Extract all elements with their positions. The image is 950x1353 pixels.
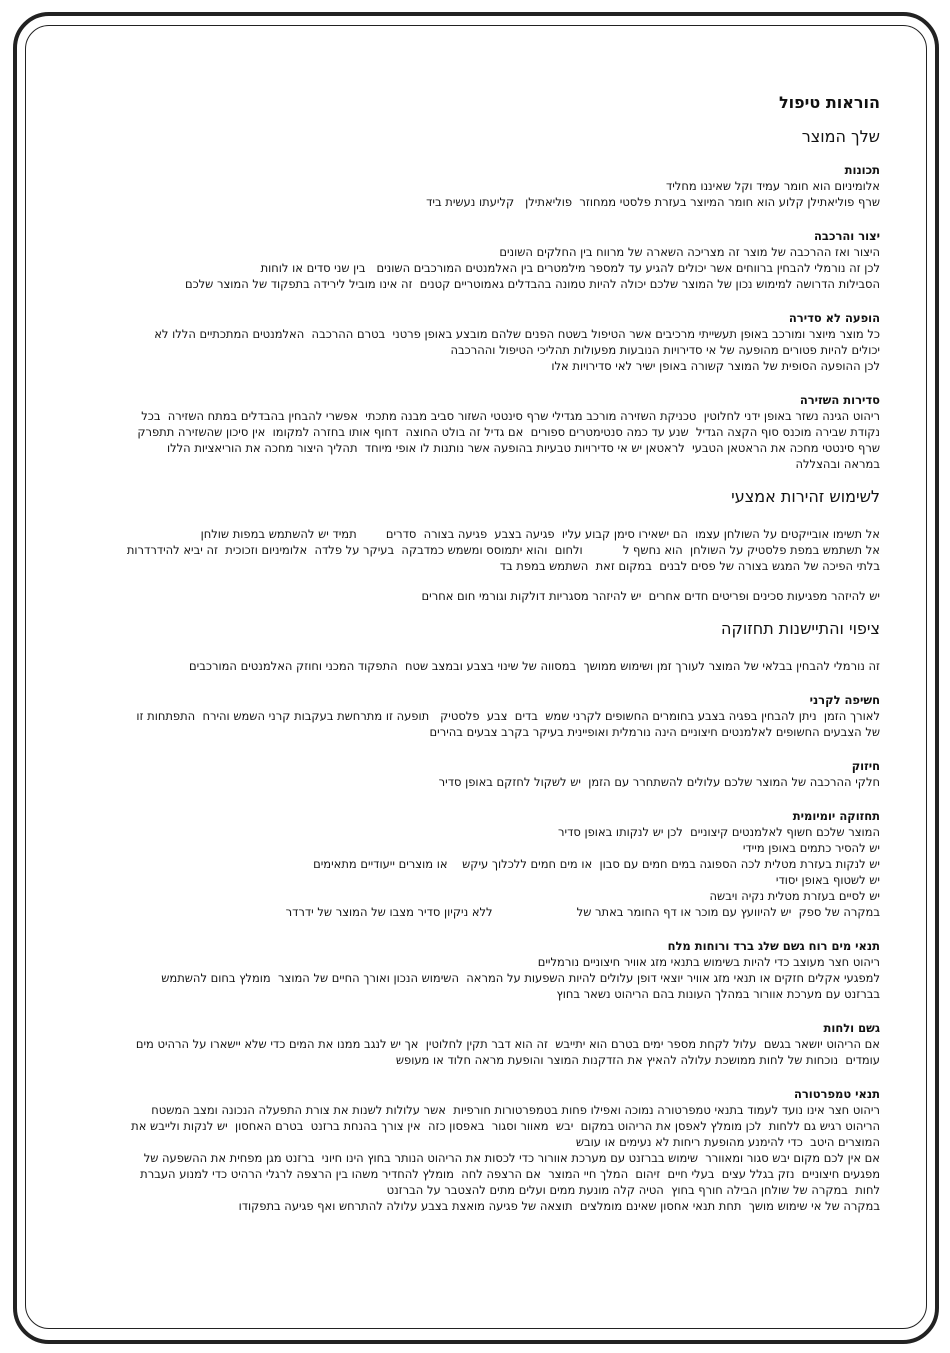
temperature-line: מפגעים חיצוניים נזק בגלל עצים בעלי חיים זיהום המלך חיי המוצר אם הרצפה לחה מומלץ להחדיר משהו בין הרצפה לרגלי הרהיט כדי למנוע העברת: [140, 1167, 880, 1181]
section-heading-aging: ציפוי והתיישנות תחזוקה: [721, 619, 880, 638]
section-heading-product: שלך המוצר: [801, 127, 880, 146]
subheading-nonuniform: הופעה לא סדירה: [788, 311, 880, 325]
nonuniform-line: כל מוצר מיוצר ומורכב באופן תעשייתי מרכיבים אשר הטיפול בשטח הפנים שלהם מובצע באופן פרטני בטרם ההרכבה האלמנטים המתכתיים הללו לא: [154, 327, 880, 341]
temperature-line: המוצרים היטב כדי להימנע מהופעת ריחות לא נעימים או עובש: [575, 1135, 880, 1149]
daily-line: יש להסיר כתמים באופן מיידי: [742, 841, 880, 855]
nonuniform-line: יכולים להיות פטורים מהופעה של אי סדירויות הנובעות מפעולות תהליכי הטיפול וההרכבה: [450, 343, 880, 357]
subheading-weather: תנאי מים רוח גשם שלג ברד ורוחות מלח: [667, 939, 880, 953]
daily-line: במקרה של ספק יש להיוועץ עם מוכר או דף החומר באתר של ללא ניקיון סדיר מצבו של המוצר של ידרדר: [285, 905, 880, 919]
safety-line: בלתי הפיכה של המגש בצורה של פסים לבנים במקום זאת השתמש במפת בד: [499, 559, 880, 573]
uv-line: של הצבעים החשופים לאלמנטים חיצוניים הינה נורמלית ואופיינית בעיקר בקרב צבעים בהירים: [429, 725, 880, 739]
weave-line: שרף סינטטי מחכה את הראטאן הטבעי לראטאן יש אי סדירויות טבעיות בהופעה אשר נותנות לו אופי מיוחד תהליך היצור מחכה את הוריאציות הללו: [166, 441, 880, 455]
manufacture-line: לכן זה נורמלי להבחין ברווחים אשר יכולים להגיע עד למספר מילמטרים בין האלמנטים המורכבים השונים בין שני סדים או לוחות: [260, 261, 880, 275]
safety-extra-line: יש להיזהר מפגיעות סכינים ופריטים חדים אחרים יש להיזהר מסגריות דולקות וגורמי חום אחרים: [421, 589, 880, 603]
care-instructions-document: [68, 92, 880, 1214]
rain-line: עומדים נוכחות של לחות ממושכת עלולה להאיץ את הזדקנות המוצר והופעת מראה חלוד או מעופש: [395, 1053, 880, 1067]
temperature-line: הריהוט רגיש גם ללחות לכן מומלץ לאפסן את הריהוט במקום יבש מאוור וסגור באפסון כזה אין צורך בהנחת ברזנט בטרם האחסון יש לנקות ולייבש את: [131, 1119, 880, 1133]
weave-line: נקודת שבירה מוכנס סוף הקצה הגדיל שנע עד כמה סנטימטרים ספורים אם גדיל זה בולט החוצה דחוף אותו בחזרה למקומו אין סיכון שהשזירה תתפרק: [137, 425, 880, 439]
subheading-manufacture: יצור והרכבה: [814, 229, 880, 243]
weather-line: למפגעי אקלים חזקים או תנאי מזג אוויר יוצאי דופן עלולים להיות השפעות על המראה השימוש הנכון ואורך החיים של המוצר מומלץ בחום להשתמש: [161, 971, 880, 985]
nonuniform-line: לכן ההופעה הסופית של המוצר קשורה באופן ישיר לאי סדירויות אלו: [551, 359, 880, 373]
daily-line: המוצר שלכם חשוף לאלמנטים קיצוניים לכן יש לנקותו באופן סדיר: [558, 825, 880, 839]
temperature-line: במקרה של אי שימוש מושך תחת תנאי אחסון שאינם מומלצים תוצאה של פגיעה מואצת בצבע עלולה להתרחש ואף פגיעה בתפקודו: [238, 1199, 880, 1213]
safety-line: אל תשתמש במפת פלסטיק על השולחן הוא נחשף ל ולחום והוא יתמוסס ומשמש כמדבקה בעיקר על פלדה אלומיניום וזכוכית זה יביא להידרדרות: [126, 543, 880, 557]
features-line: אלומיניום הוא חומר עמיד וקל שאיננו מחליד: [665, 179, 880, 193]
rain-line: אם הריהוט יושאר בגשם עלול לקחת מספר ימים בטרם הוא יתייבש זה הוא דבר תקין לחלוטין אך יש לנגב ממנו את המים כדי שלא יישארו על הרהיט מים: [135, 1037, 880, 1051]
uv-line: לאורך הזמן ניתן להבחין בפגיה בצבע בחומרים החשופים לקרני שמש בדים צבע פלסטיק תופעה זו מתרחשת בעקבות קרני השמש והירח התפתחות זו: [136, 709, 880, 723]
aging-intro-line: זה נורמלי להבחין בבלאי של המוצר לעורך זמן ושימוש ממושך במסווה של שינוי בצבע ובמצב שטח התפקוד המכני וחוזק האלמנטים המורכבים: [189, 659, 880, 673]
daily-line: יש לנקות בעזרת מטלית לכה הספוגה במים חמים עם סבון או מים חמים ללכלוך עיקש או מוצרים ייעודיים מתאימים: [313, 857, 880, 871]
reinforce-line: חלקי ההרכבה של המוצר שלכם עלולים להשתחרר עם הזמן יש לשקול לחזקם באופן סדיר: [438, 775, 880, 789]
temperature-line: אם אין לכם מקום יבש סגור ומאוורר שימוש בברזנט עם מערכת אוורור כדי לכסות את הריהוט הנותר בחוץ הינו חיוני ברזנט מגן מפחית את ההשפעה של: [143, 1151, 880, 1165]
manufacture-line: היצור ואז ההרכבה של מוצר זה מצריכה השארה של מרווח בין החלקים השונים: [499, 245, 880, 259]
daily-line: יש לסיים בעזרת מטלית נקיה ויבשה: [709, 889, 880, 903]
document-title: הוראות טיפול: [778, 93, 880, 112]
subheading-daily: תחזוקה יומיומית: [792, 809, 880, 823]
weather-line: ריהוט חצר מעוצב כדי להיות בשימוש בתנאי מזג אוויר חיצוניים נורמליים: [537, 955, 880, 969]
subheading-features: תכונות: [844, 163, 880, 177]
weave-line: במראה ובהצללה: [795, 457, 880, 471]
subheading-rain: גשם ולחות: [823, 1021, 880, 1035]
safety-line: אל תשימו אובייקטים על השולחן עצמו הם ישאירו סימן קבוע עליו פגיעה בצבע פגיעה בצורה סדרים תמיד יש להשתמש במפות שולחן: [200, 527, 880, 541]
subheading-reinforce: חיזוק: [851, 759, 880, 773]
weather-line: בברזנט עם מערכת אוורור במהלך העונות בהם הריהוט נשאר בחוץ: [556, 987, 880, 1001]
subheading-weave: סדירות השזירה: [799, 393, 880, 407]
weave-line: ריהוט הגינה נשזר באופן ידני לחלוטין טכניקת השזירה מורכב מגדילי שרף סינטטי השזור סביב מבנה מתכתי אפשרי להבחין בהבדלים במתח השזירה בכל: [141, 409, 880, 423]
manufacture-line: הסבילות הדרושה למימוש נכון של המוצר שלכם יכולה להיות טמונה בהבדלים גאמוטריים קטנים זה אינו מוביל לירידה בתפקוד של המוצר שלכם: [184, 277, 880, 291]
temperature-line: לחות במקרה של שולחן הבילה חורף בחוץ הטיה קלה מונעת ממים ועלים מתים להצטבר על הברזנט: [386, 1183, 880, 1197]
subheading-temperature: תנאי טמפרטורה: [793, 1087, 880, 1101]
features-line: שרף פוליאתילן קלוע הוא חומר המיוצר בעזרת פלסטי ממחוזר פוליאתילן קליעתו נעשית ביד: [426, 195, 880, 209]
section-heading-safety: לשימוש זהירות אמצעי: [731, 487, 880, 506]
temperature-line: ריהוט חצר אינו נועד לעמוד בתנאי טמפרטורה נמוכה ואפילו פחות בטמפרטורות חורפיות אשר עלולות לשנות את צורת התפעלה הנכונה ומצב המשטח: [151, 1103, 880, 1117]
daily-line: יש לשטוף באופן יסודי: [775, 873, 880, 887]
subheading-uv: חשיפה לקרני: [809, 693, 880, 707]
